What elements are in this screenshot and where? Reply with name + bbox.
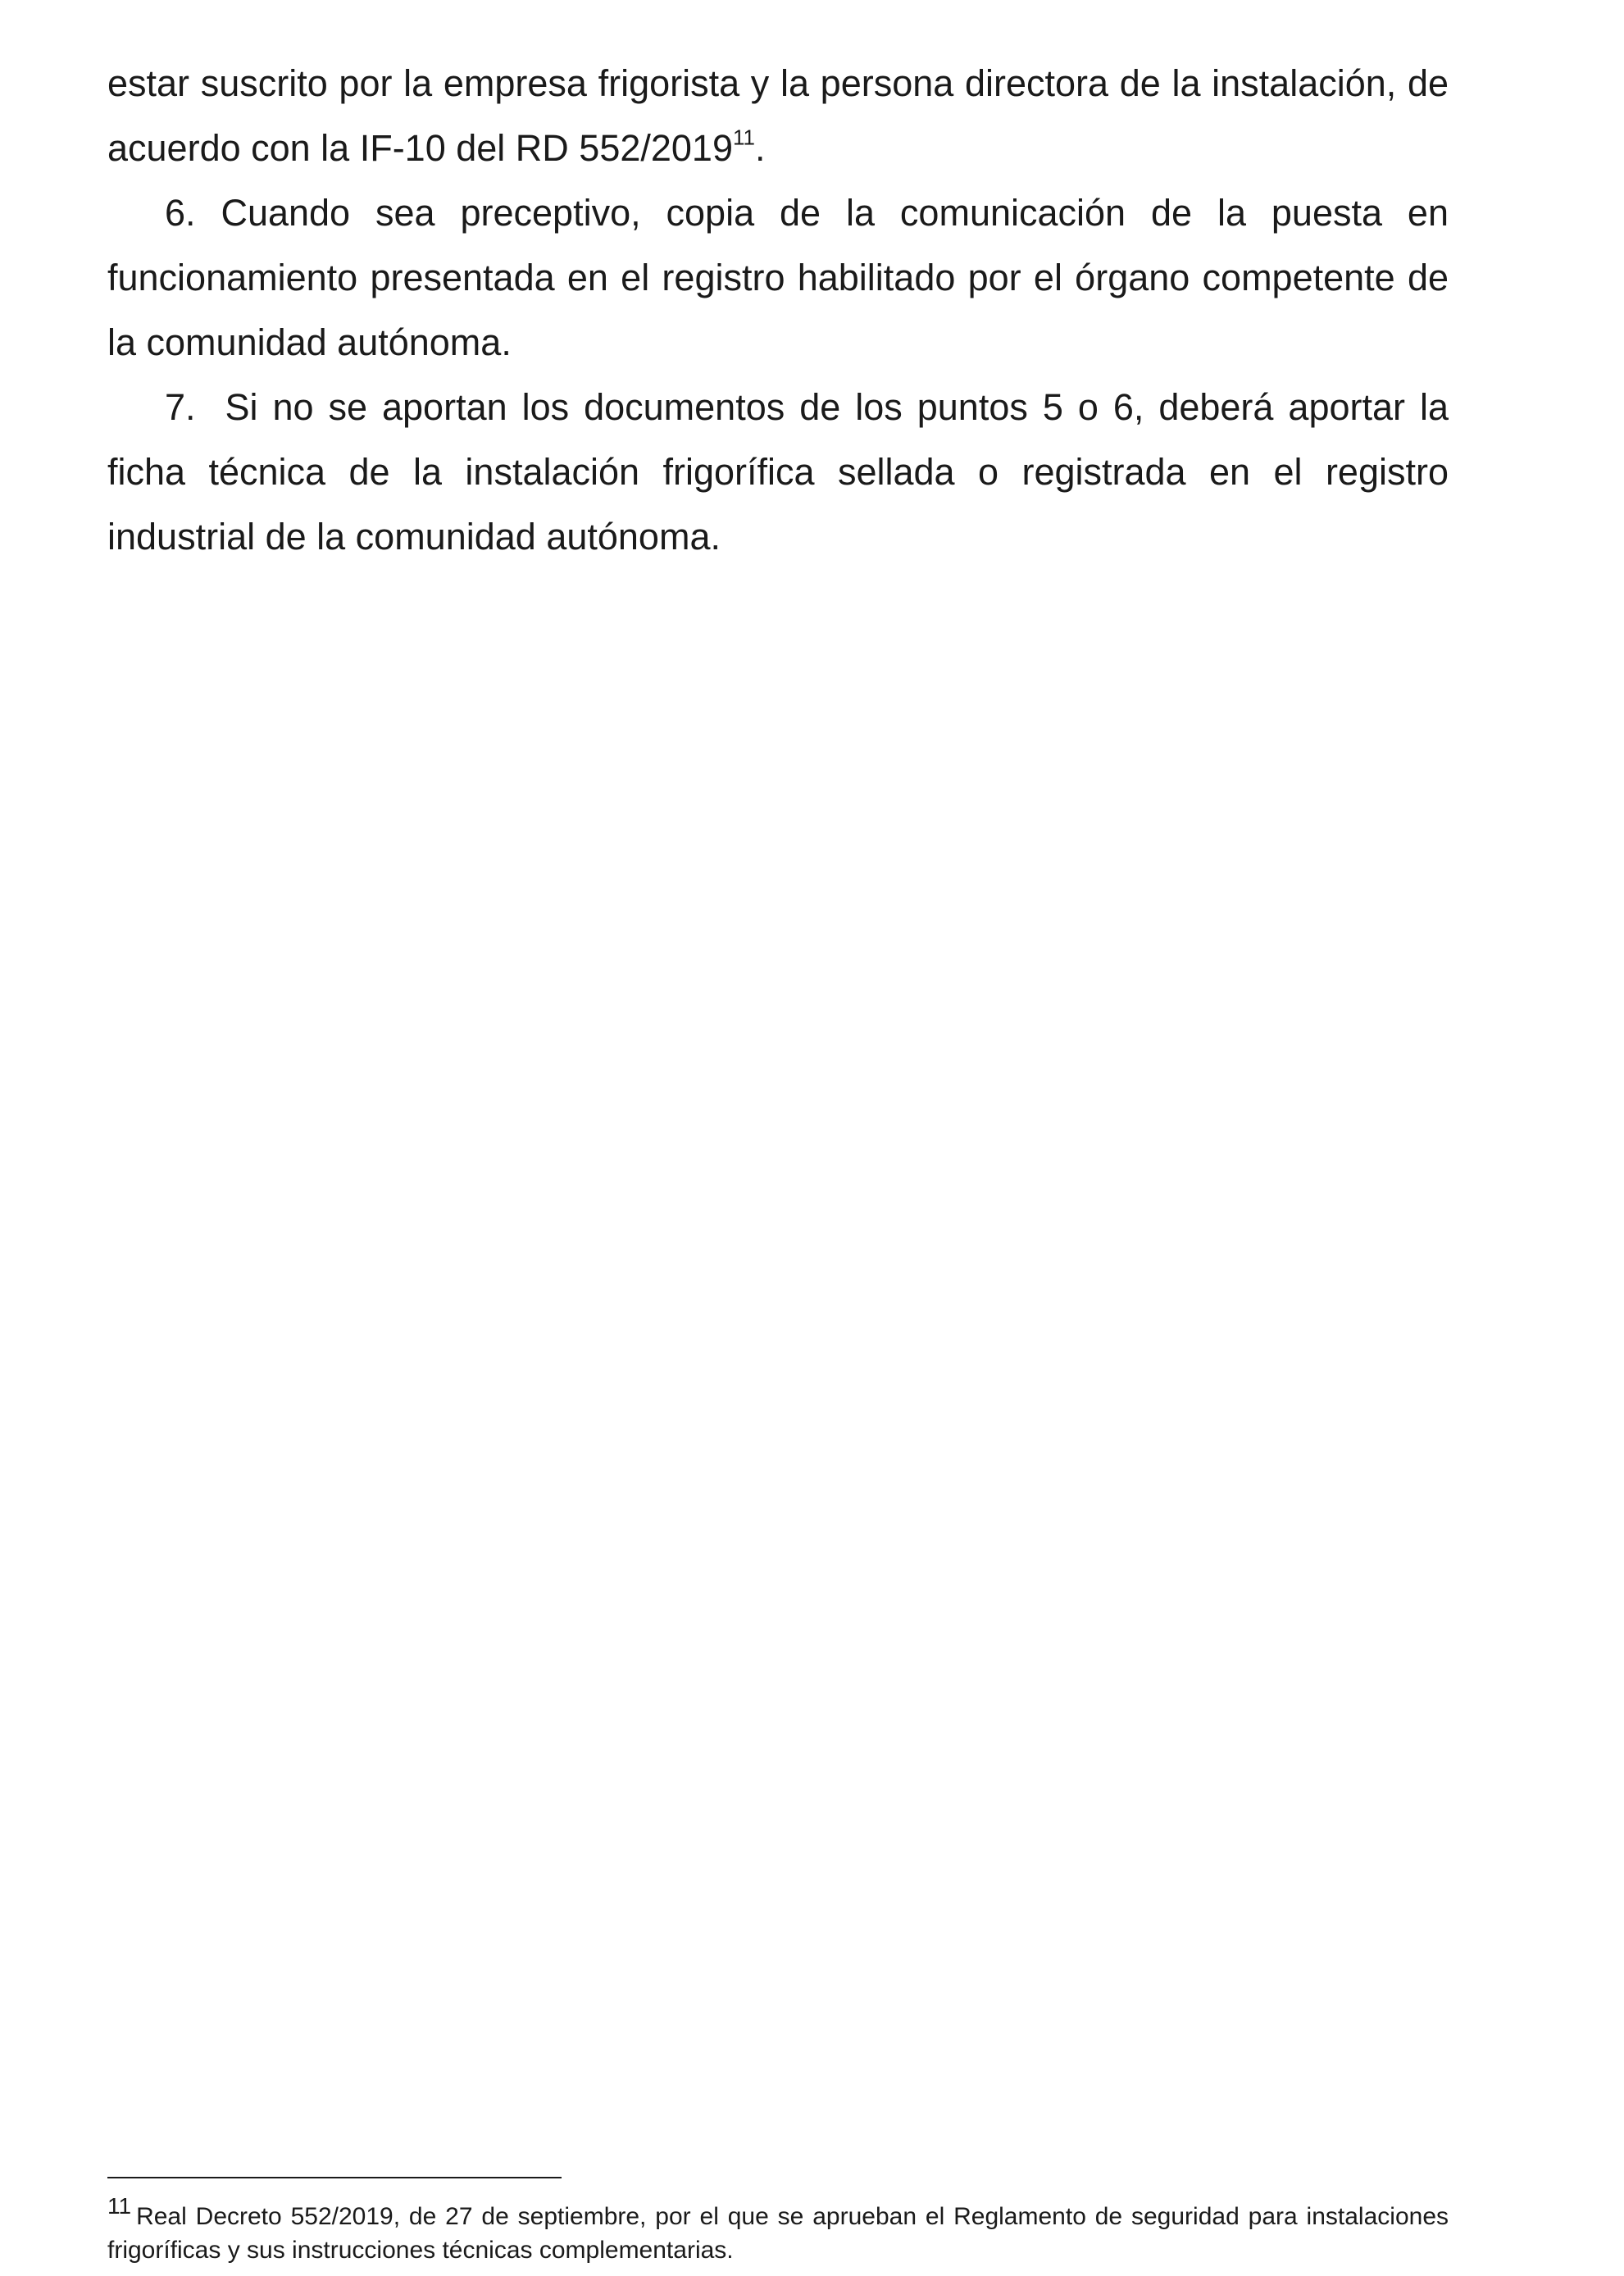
footnote-text: Real Decreto 552/2019, de 27 de septiembre, por el que se aprueban el Reglamento de seguridad para instalaciones frigoríficas y sus instrucciones técnicas complementarias. xyxy=(107,2203,1449,2264)
footnote-separator xyxy=(107,2177,562,2178)
paragraph-text: estar suscrito por la empresa frigorista y la persona directora de la instalación, de acuerdo con la IF-10 del RD 552/2019 xyxy=(107,62,1449,169)
footnote-number: 11 xyxy=(107,2193,132,2219)
footnote-reference[interactable]: 11 xyxy=(732,125,755,150)
list-item-text: Cuando sea preceptivo, copia de la comunicación de la puesta en funcionamiento presentada en el registro habilitado por el órgano competente de la comunidad autónoma. xyxy=(107,192,1449,363)
list-item-number: 7. xyxy=(165,386,196,428)
list-item-number: 6. xyxy=(165,192,196,234)
list-item-7 xyxy=(107,375,1449,569)
list-item-text: Si no se aportan los documentos de los puntos 5 o 6, deberá aportar la ficha técnica de la instalación frigorífica sellada o registrada en el registro industrial de la comunidad autónoma. xyxy=(107,386,1449,558)
list-item-6 xyxy=(107,180,1449,375)
footnote xyxy=(107,2193,1449,2267)
paragraph-punctuation: . xyxy=(754,127,766,169)
paragraph-continuation xyxy=(107,51,1449,180)
body-text xyxy=(107,51,1449,569)
